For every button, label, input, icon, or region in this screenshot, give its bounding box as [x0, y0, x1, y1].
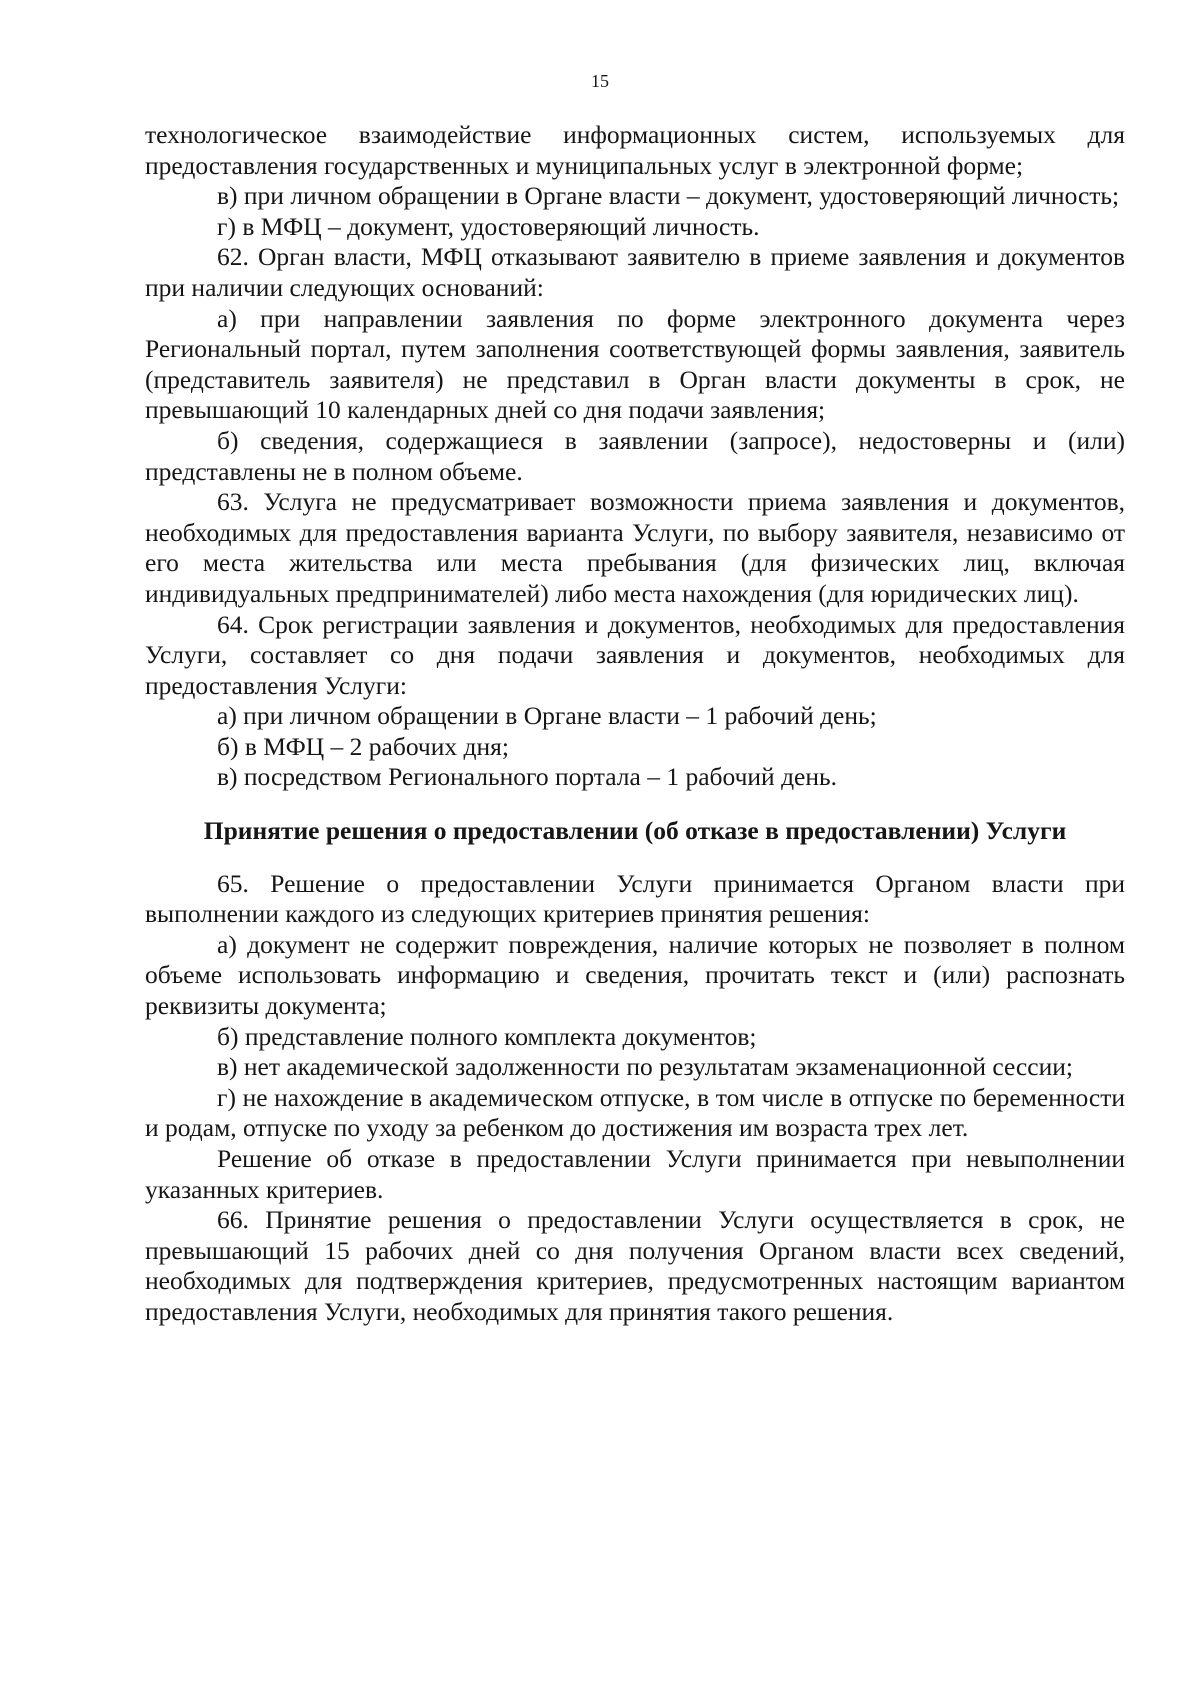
- paragraphs-after-heading: [145, 869, 1125, 1328]
- section-heading: Принятие решения о предоставлении (об отказе в предоставлении) Услуги: [203, 816, 1067, 846]
- paragraph: 64. Срок регистрации заявления и документов, необходимых для предоставления Услуги, составляет со дня подачи заявления и документов, необходимых для предоставления Услуги:: [145, 609, 1125, 700]
- paragraphs-before-heading: [145, 120, 1125, 793]
- paragraph: 62. Орган власти, МФЦ отказывают заявителю в приеме заявления и документов при наличии следующих оснований:: [145, 242, 1125, 302]
- paragraph: б) в МФЦ – 2 рабочих дня;: [217, 731, 509, 761]
- paragraph: в) при личном обращении в Органе власти – документ, удостоверяющий личность;: [217, 181, 1120, 211]
- paragraph: 65. Решение о предоставлении Услуги принимается Органом власти при выполнении каждого из следующих критериев принятия решения:: [145, 868, 1125, 929]
- paragraph: а) документ не содержит повреждения, наличие которых не позволяет в полном объеме использовать информацию и сведения, прочитать текст и (или) распознать реквизиты документа;: [145, 929, 1125, 1021]
- paragraph: а) при личном обращении в Органе власти – 1 рабочий день;: [217, 701, 877, 731]
- paragraph: в) нет академической задолженности по результатам экзаменационной сессии;: [217, 1052, 1073, 1082]
- paragraph: технологическое взаимодействие информационных систем, используемых для предоставления государственных и муниципальных услуг в электронной форме;: [145, 120, 1125, 180]
- paragraph: 66. Принятие решения о предоставлении Услуги осуществляется в срок, не превышающий 15 рабочих дней со дня получения Органом власти всех сведений, необходимых для подтверждения критериев, предусмотренных настоящим вариантом предоставления Услуги, необходимых для принятия такого решения.: [145, 1205, 1125, 1326]
- paragraph: б) сведения, содержащиеся в заявлении (запросе), недостоверны и (или) представлены не в полном объеме.: [145, 425, 1125, 486]
- page-number: 15: [591, 71, 609, 91]
- document-body: [145, 120, 1125, 1328]
- paragraph: 63. Услуга не предусматривает возможности приема заявления и документов, необходимых для предоставления варианта Услуги, по выбору заявителя, независимо от его места жительства или места пребывания (для физических лиц, включая индивидуальных предпринимателей) либо места нахождения (для юридических лиц).: [145, 487, 1125, 608]
- paragraph: в) посредством Регионального портала – 1 рабочий день.: [217, 762, 838, 792]
- paragraph: г) не нахождение в академическом отпуске, в том числе в отпуске по беременности и родам, отпуске по уходу за ребенком до достижения им возраста трех лет.: [145, 1082, 1125, 1143]
- paragraph: Решение об отказе в предоставлении Услуги принимается при невыполнении указанных критериев.: [145, 1144, 1125, 1204]
- paragraph: а) при направлении заявления по форме электронного документа через Региональный портал, путем заполнения соответствующей формы заявления, заявитель (представитель заявителя) не представил в Орган власти документы в срок, не превышающий 10 календарных дней со дня подачи заявления;: [145, 303, 1125, 425]
- paragraph: б) представление полного комплекта документов;: [217, 1021, 757, 1051]
- paragraph: г) в МФЦ – документ, удостоверяющий личность.: [217, 211, 760, 241]
